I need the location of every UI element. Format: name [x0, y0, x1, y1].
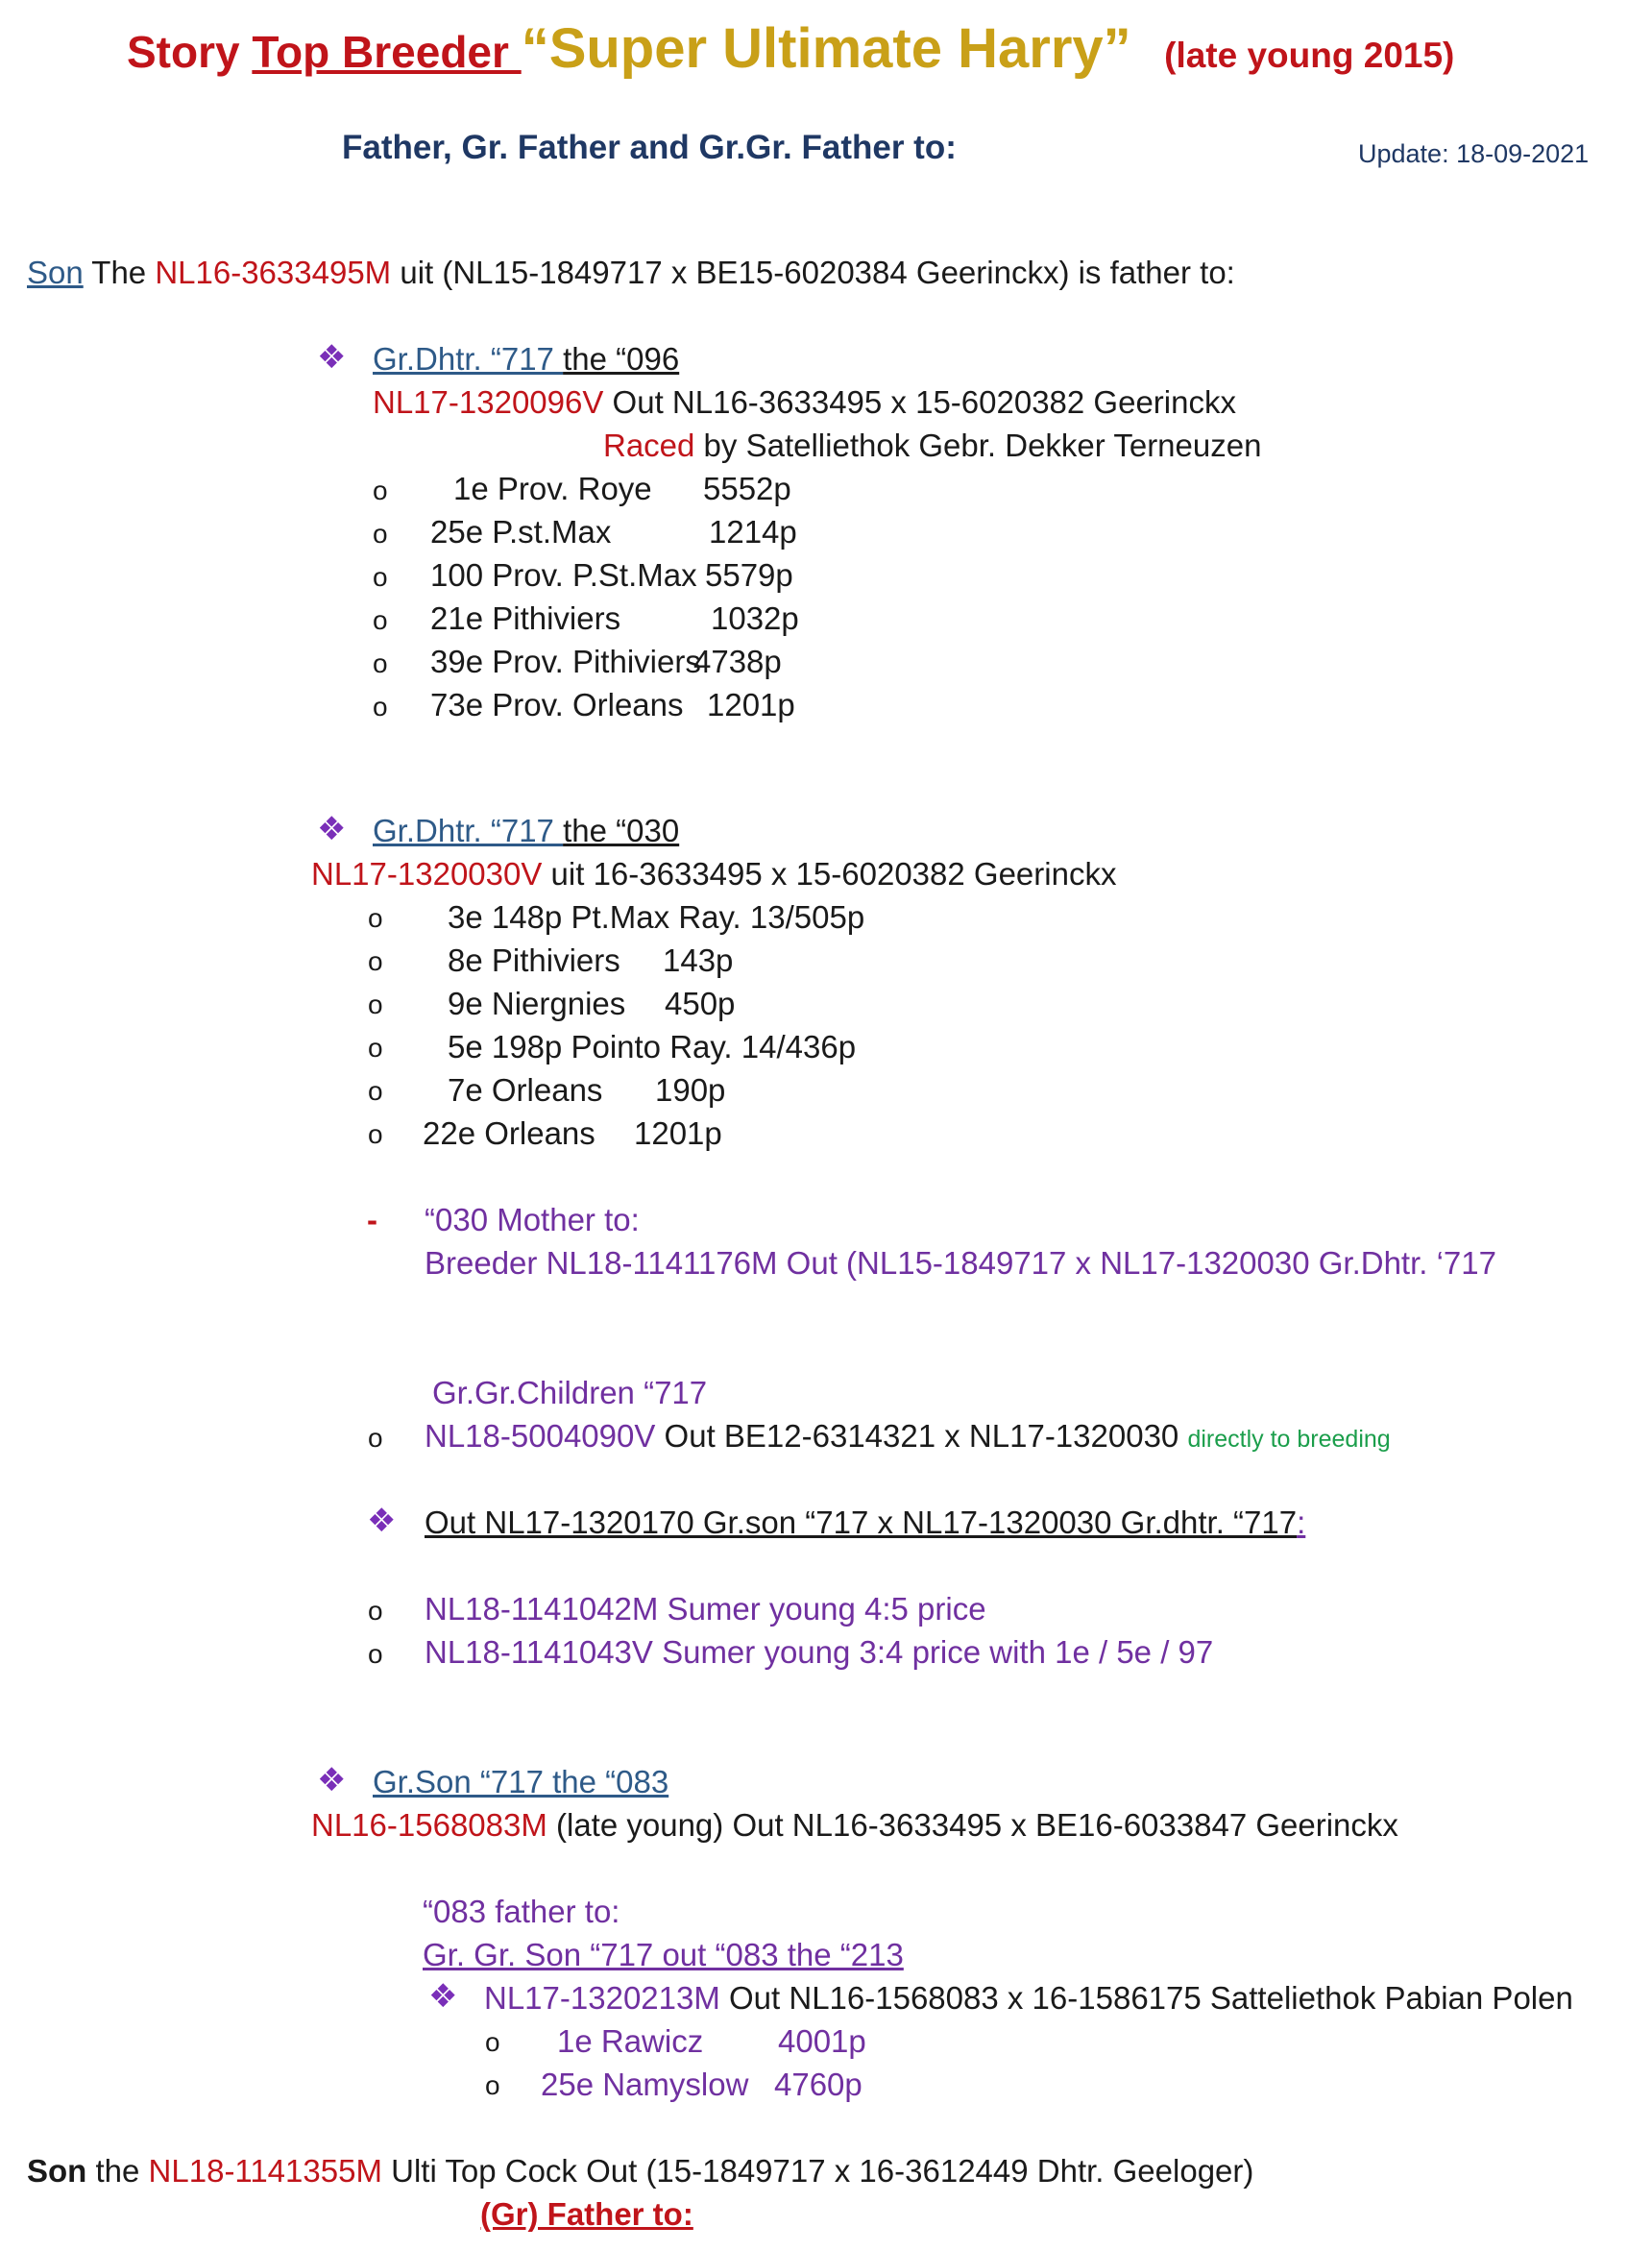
- b096-raced: Raced by Satelliethok Gebr. Dekker Terneuzen: [603, 428, 1262, 463]
- circle-bullet: o: [368, 1423, 383, 1453]
- b096-ring: NL17-1320096V: [373, 384, 604, 420]
- b030-result: 8e Pithiviers: [448, 942, 620, 978]
- son2-line: Son the NL18-1141355M Ulti Top Cock Out (15-1849717 x 16-3612449 Dhtr. Geeloger): [27, 2153, 1254, 2189]
- circle-bullet: o: [368, 946, 383, 976]
- b030-result: 5e 198p Pointo Ray. 14/436p: [448, 1029, 857, 1064]
- son1-ring: NL16-3633495M: [155, 255, 392, 290]
- circle-bullet: o: [373, 562, 388, 592]
- b030-result: 9e Niergnies: [448, 986, 626, 1021]
- b096-result-pts: 1214p: [709, 514, 797, 550]
- circle-bullet: o: [485, 2070, 500, 2100]
- b096-result: 25e P.st.Max: [430, 514, 612, 550]
- b096-result-pts: 1032p: [711, 600, 799, 636]
- b096-result: 21e Pithiviers: [430, 600, 621, 636]
- circle-bullet: o: [373, 476, 388, 505]
- b030-heading: Gr.Dhtr. “717 the “030: [373, 813, 680, 848]
- diamond-bullet: ❖: [428, 1978, 458, 2015]
- b096-result-pts: 1201p: [707, 687, 795, 722]
- grgr-child-ring: NL18-5004090V: [425, 1418, 656, 1454]
- circle-bullet: o: [373, 519, 388, 549]
- circle-bullet: o: [368, 1033, 383, 1063]
- b083-heading: Gr.Son “717 the “083: [373, 1764, 669, 1799]
- title-name: “Super Ultimate Harry”: [521, 17, 1131, 80]
- cross-item: NL18-1141043V Sumer young 3:4 price with 1e / 5e / 97: [425, 1634, 1214, 1670]
- b083-result-pts: 4001p: [778, 2023, 866, 2059]
- b083-result: 1e Rawicz: [557, 2023, 704, 2059]
- subtitle: Father, Gr. Father and Gr.Gr. Father to:: [342, 129, 957, 166]
- b030-breeder: Breeder NL18-1141176M Out (NL15-1849717 x NL17-1320030 Gr.Dhtr. ‘717: [425, 1245, 1496, 1281]
- b083-father-to: “083 father to:: [423, 1894, 620, 1929]
- circle-bullet: o: [368, 990, 383, 1019]
- son2-label: Son: [27, 2153, 87, 2189]
- b030-mother-to: “030 Mother to:: [425, 1202, 640, 1237]
- b030-result: 22e Orleans: [423, 1115, 595, 1151]
- diamond-bullet: ❖: [317, 811, 347, 847]
- breeding-note: directly to breeding: [1187, 1426, 1391, 1453]
- b096-heading: Gr.Dhtr. “717 the “096: [373, 341, 680, 377]
- b030-result-pts: 450p: [665, 986, 736, 1021]
- circle-bullet: o: [373, 692, 388, 722]
- update-date: Update: 18-09-2021: [1358, 139, 1590, 168]
- circle-bullet: o: [368, 1639, 383, 1669]
- circle-bullet: o: [368, 903, 383, 933]
- title-top-breeder: Top Breeder: [252, 27, 522, 77]
- b083-sub-line: NL17-1320213M Out NL16-1568083 x 16-1586175 Satteliethok Pabian Polen: [484, 1980, 1573, 2016]
- b096-result: 39e Prov. Pithiviers: [430, 644, 701, 679]
- title-suffix: (late young 2015): [1164, 36, 1455, 75]
- b096-result: 73e Prov. Orleans: [430, 687, 684, 722]
- grgr-child-line: NL18-5004090V Out BE12-6314321 x NL17-1320030 directly to breeding: [425, 1418, 1391, 1454]
- grgr-children-heading: Gr.Gr.Children “717: [432, 1375, 708, 1410]
- cross-heading: Out NL17-1320170 Gr.son “717 x NL17-1320030 Gr.dhtr. “717:: [425, 1505, 1306, 1540]
- circle-bullet: o: [368, 1596, 383, 1626]
- circle-bullet: o: [368, 1119, 383, 1149]
- dash-bullet: -: [367, 1202, 377, 1237]
- son2-ring: NL18-1141355M: [148, 2153, 382, 2189]
- son2-gr-father-to: (Gr) Father to:: [480, 2196, 693, 2232]
- b083-grgr-son: Gr. Gr. Son “717 out “083 the “213: [423, 1937, 904, 1972]
- b030-result: 3e 148p Pt.Max Ray. 13/505p: [448, 899, 865, 935]
- diamond-bullet: ❖: [367, 1503, 397, 1539]
- circle-bullet: o: [373, 605, 388, 635]
- b083-result: 25e Namyslow: [541, 2067, 749, 2102]
- b083-result-pts: 4760p: [774, 2067, 862, 2102]
- b030-pedigree: NL17-1320030V uit 16-3633495 x 15-6020382 Geerinckx: [311, 856, 1117, 892]
- son1-label: Son: [27, 255, 84, 290]
- b096-result: 100 Prov. P.St.Max: [430, 557, 697, 593]
- diamond-bullet: ❖: [317, 339, 347, 376]
- circle-bullet: o: [368, 1076, 383, 1106]
- b096-pedigree: NL17-1320096V Out NL16-3633495 x 15-6020382 Geerinckx: [373, 384, 1236, 420]
- diamond-bullet: ❖: [317, 1762, 347, 1798]
- b030-result-pts: 190p: [655, 1072, 726, 1108]
- b030-result-pts: 1201p: [634, 1115, 722, 1151]
- b083-ring: NL16-1568083M: [311, 1807, 547, 1843]
- b030-result: 7e Orleans: [448, 1072, 603, 1108]
- b030-result-pts: 143p: [663, 942, 734, 978]
- cross-item: NL18-1141042M Sumer young 4:5 price: [425, 1591, 986, 1627]
- b096-result-pts: 4738p: [693, 644, 782, 679]
- b096-result: 1e Prov. Roye: [453, 471, 652, 506]
- b083-sub-ring: NL17-1320213M: [484, 1980, 720, 2016]
- b096-result-pts: 5552p: [703, 471, 791, 506]
- page-title: [127, 15, 1454, 97]
- circle-bullet: o: [373, 648, 388, 678]
- b030-ring: NL17-1320030V: [311, 856, 543, 892]
- title-story: Story: [127, 27, 253, 77]
- b083-pedigree: NL16-1568083M (late young) Out NL16-3633495 x BE16-6033847 Geerinckx: [311, 1807, 1398, 1843]
- son1-line: Son The NL16-3633495M uit (NL15-1849717 x BE15-6020384 Geerinckx) is father to:: [27, 255, 1235, 290]
- b096-result-pts: 5579p: [705, 557, 793, 593]
- circle-bullet: o: [485, 2027, 500, 2057]
